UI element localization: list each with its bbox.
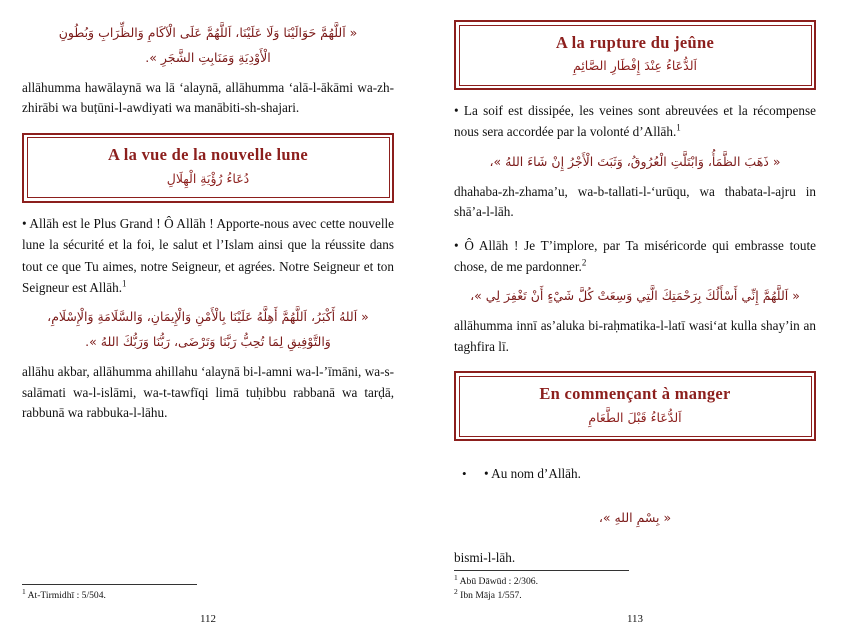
arabic-line: « اَللَّهُمَّ إِنِّي أَسْأَلُكَ بِرَحْمَتِكَ الَّتِي وَسِعَتْ كُلَّ شَيْءٍ أَنْ تَغْفِرَ لِي »، <box>470 288 800 304</box>
section-heading-inner <box>459 376 812 437</box>
section-title: A la rupture du jeûne <box>555 32 715 52</box>
left-arabic-invocation <box>22 304 394 354</box>
left-page <box>0 0 420 633</box>
right-paragraph-2 <box>454 235 816 278</box>
footnote-number: 1 <box>22 586 26 596</box>
left-page-content <box>22 20 394 424</box>
footnote-number: 1 <box>454 573 458 582</box>
arabic-line: « اَللَّهُمَّ حَوَالَيْنَا وَلَا عَلَيْنَا، اَللَّهُمَّ عَلَى الْآكَامِ وَالظِّرَابِ وَبُطُونِ <box>58 25 358 40</box>
section-title: En commençant à manger <box>539 383 731 403</box>
section-heading-inner <box>27 137 390 198</box>
arabic-line: « ذَهَبَ الظَّمَأُ، وَابْتَلَّتِ الْعُرُوقُ، وَثَبَتَ الْأَجْرُ إِنْ شَاءَ اللهُ »، <box>489 153 781 169</box>
right-transliteration-1: dhahaba-zh-zhama’u, wa-b-tallati-l-‘urūqu, wa thabata-l-ajru in shā’a-l-lāh. <box>454 183 816 220</box>
left-footer <box>0 584 420 625</box>
section-heading-before-eating <box>454 371 816 441</box>
arabic-line: وَالتَّوْفِيقِ لِمَا تُحِبُّ رَبَّنَا وَتَرْضَى، رَبُّنَا وَرَبُّكَ اللهُ ». <box>85 334 331 350</box>
footnote-number: 2 <box>454 586 458 596</box>
section-title-arabic: دُعَاءُ رُؤْيَةِ الْهِلَالِ <box>166 171 250 187</box>
right-transliteration-3: bismi-l-lāh. <box>454 549 516 565</box>
bullet-icon: • <box>462 466 467 482</box>
left-top-arabic <box>22 20 394 70</box>
section-title: A la vue de la nouvelle lune <box>107 145 308 165</box>
right-paragraph-1 <box>454 100 816 143</box>
paragraph-text: • La soif est dissipée, les veines sont abreuvées et la récompense nous sera accordée par la volonté d’Allāh. <box>454 103 816 140</box>
right-page-number: 113 <box>626 613 644 625</box>
arabic-line: « اَللهُ أَكْبَرُ، اَللَّهُمَّ أَهِلَّهُ عَلَيْنَا بِالْأَمْنِ وَالْإِيمَانِ، وَالسَّلَامَةِ وَالْإِسْلَامِ، <box>47 309 369 325</box>
footnote <box>22 586 394 603</box>
footnote <box>454 586 816 603</box>
footnote-divider <box>454 570 629 571</box>
left-transliteration: allāhu akbar, allāhumma ahillahu ‘alaynā bi-l-amni wa-l-’īmāni, wa-s-salāmati wa-l-islāmi, wa-t-tawfīqi limā tuḥibbu rabbanā wa tarḍā, rabbunā wa rabbuka-l-lāhu. <box>22 364 394 421</box>
footnote-marker: 2 <box>581 257 587 268</box>
left-page-number: 112 <box>199 613 217 625</box>
right-transliteration-2: allāhumma innī as’aluka bi-raḥmatika-l-latī wasi‘at kulla shay’in an taghfira lī. <box>454 318 816 354</box>
right-page-content <box>454 20 816 568</box>
footnote <box>454 575 816 589</box>
right-arabic-3 <box>454 505 816 530</box>
section-heading-breaking-fast <box>454 20 816 90</box>
footnote-text: At-Tirmidhī : 5/504. <box>27 590 106 602</box>
right-footnotes <box>454 575 816 603</box>
footnote-marker: 1 <box>676 123 681 134</box>
left-footnotes <box>22 586 394 603</box>
paragraph-text: • Ô Allāh ! Je T’implore, par Ta miséricorde qui embrasse toute chose, de me pardonner. <box>454 237 816 275</box>
footnote-divider <box>22 584 197 585</box>
section-title-arabic: اَلدُّعَاءُ قَبْلَ الطَّعَامِ <box>588 409 682 425</box>
right-arabic-1 <box>454 149 816 174</box>
section-heading-new-moon <box>22 133 394 203</box>
arabic-line: الْأَوْدِيَةِ وَمَنَابِتِ الشَّجَرِ ». <box>145 50 271 65</box>
footnote-text: Abū Dāwūd : 2/306. <box>459 576 538 588</box>
left-top-transliteration: allāhumma hawālaynā wa lā ‘alaynā, allāhumma ‘alā-l-ākāmi wa-zh-zhirābi wa buṭūni-l-awdiyati wa manābiti-sh-shajari. <box>22 80 394 116</box>
right-arabic-2 <box>454 283 816 308</box>
arabic-line: « بِسْمِ اللهِ »، <box>598 509 672 525</box>
right-page <box>420 0 840 633</box>
footnote-marker: 1 <box>122 278 127 289</box>
paragraph-text: • Allāh est le Plus Grand ! Ô Allāh ! Apporte-nous avec cette nouvelle lune la sécurité et la foi, le salut et l’Islam ainsi que la réussite dans tout ce que Tu aimes, notre Seigneur, et agrées. Notre Seigneur et ton Seigneur est Allāh. <box>22 215 394 296</box>
right-paragraph-3 <box>454 463 816 484</box>
right-footer <box>420 570 840 625</box>
section-heading-inner <box>459 25 812 86</box>
footnote-text: Ibn Māja 1/557. <box>460 590 522 602</box>
left-paragraph <box>22 213 394 299</box>
paragraph-text: • Au nom d’Allāh. <box>484 466 581 482</box>
section-title-arabic: اَلدُّعَاءُ عِنْدَ إِفْطَارِ الصَّائِمِ <box>573 58 697 74</box>
